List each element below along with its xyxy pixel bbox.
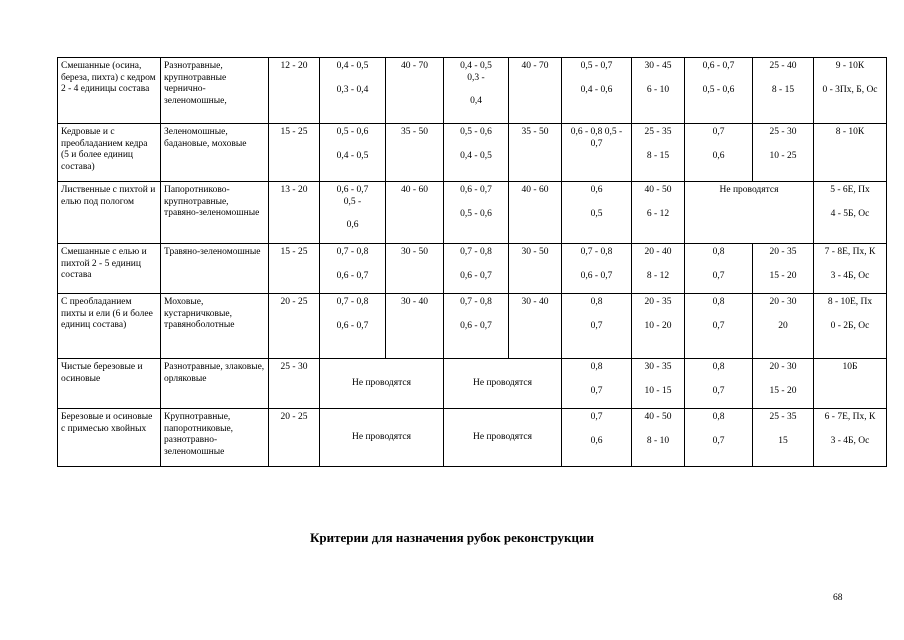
value-cell-6 bbox=[632, 58, 685, 124]
site-type-cell: Разнотравные, крупнотравные чернично-зеленомошные, bbox=[161, 58, 269, 124]
composition-cell bbox=[814, 294, 887, 359]
density-cell-3 bbox=[444, 58, 509, 124]
density-cell-5-bottom: 0,6 - 0,7 bbox=[580, 270, 613, 281]
density-cell-1 bbox=[320, 294, 386, 359]
value-cell-8-bottom: 8 - 15 bbox=[771, 84, 795, 95]
value-cell-2: 30 - 50 bbox=[386, 244, 444, 294]
value-cell-6 bbox=[632, 244, 685, 294]
density-cell-5 bbox=[562, 182, 632, 244]
value-cell-8-bottom: 15 bbox=[778, 435, 788, 446]
value-cell-6 bbox=[632, 409, 685, 467]
site-type-cell: Разнотравные, злаковые, орляковые bbox=[161, 359, 269, 409]
age-cell: 13 - 20 bbox=[269, 182, 320, 244]
density-cell-7 bbox=[685, 124, 753, 182]
age-cell: 25 - 30 bbox=[269, 359, 320, 409]
composition-cell bbox=[814, 124, 887, 182]
density-cell-5-top: 0,8 bbox=[590, 297, 603, 307]
density-cell-7 bbox=[685, 409, 753, 467]
density-cell-3-top: 0,7 - 0,8 bbox=[460, 247, 492, 257]
site-type-cell: Крупнотравные, папоротниковые, разнотравно-зеленомошные bbox=[161, 409, 269, 467]
density-cell-7-bottom: 0,5 - 0,6 bbox=[702, 84, 735, 95]
density-cell-1 bbox=[320, 182, 386, 244]
value-cell-6-bottom: 8 - 10 bbox=[646, 435, 670, 446]
density-cell-5-top: 0,7 bbox=[590, 412, 603, 422]
density-cell-1-bottom: 0,6 bbox=[346, 220, 359, 230]
density-cell-7-top: 0,7 bbox=[712, 127, 725, 137]
density-cell-1 bbox=[320, 244, 386, 294]
density-cell-7-top: 0,6 - 0,7 bbox=[702, 61, 735, 71]
value-cell-6 bbox=[632, 124, 685, 182]
density-cell-5-bottom: 0,6 bbox=[590, 435, 603, 446]
density-cell-7-top: 0,8 bbox=[712, 297, 725, 307]
density-cell-3 bbox=[444, 294, 509, 359]
table-row bbox=[58, 244, 887, 294]
density-cell-1-bottom: 0,6 - 0,7 bbox=[336, 320, 369, 331]
density-cell-5-bottom: 0,7 bbox=[590, 320, 603, 331]
density-cell-3-bottom: 0,6 - 0,7 bbox=[460, 320, 492, 331]
density-cell-1-top: 0,7 - 0,8 bbox=[336, 297, 369, 307]
value-cell-8-bottom: 20 bbox=[778, 320, 788, 331]
density-cell-1-top: 0,6 - 0,7 0,5 - bbox=[336, 185, 369, 207]
density-cell-5 bbox=[562, 359, 632, 409]
density-cell-7-bottom: 0,7 bbox=[712, 385, 725, 396]
density-cell-5-bottom: 0,5 bbox=[590, 208, 603, 219]
forest-type-cell: Кедровые и с преобладанием кедра (5 и более единиц состава) bbox=[58, 124, 161, 182]
forest-type-cell: Чистые березовые и осиновые bbox=[58, 359, 161, 409]
composition-cell bbox=[814, 244, 887, 294]
density-cell-7-bottom: 0,6 bbox=[712, 150, 725, 161]
not-performed-cell: Не проводятся bbox=[444, 409, 562, 467]
value-cell-8-top: 20 - 30 bbox=[769, 297, 797, 307]
section-title: Критерии для назначения рубок реконструкции bbox=[309, 530, 595, 545]
density-cell-1 bbox=[320, 124, 386, 182]
density-cell-5-bottom: 0,4 - 0,6 bbox=[580, 84, 613, 95]
value-cell-2: 40 - 70 bbox=[386, 58, 444, 124]
composition-cell-top: 8 - 10К bbox=[835, 127, 865, 137]
density-cell-7-top: 0,8 bbox=[712, 247, 725, 257]
density-cell-5 bbox=[562, 244, 632, 294]
site-type-cell: Моховые, кустарничковые, травяноболотные bbox=[161, 294, 269, 359]
composition-cell-top: 8 - 10Е, Пх bbox=[827, 297, 873, 307]
age-cell: 12 - 20 bbox=[269, 58, 320, 124]
age-cell: 15 - 25 bbox=[269, 124, 320, 182]
composition-cell-bottom: 0 - 2Б, Ос bbox=[830, 320, 870, 331]
site-type-cell: Папоротниково-крупнотравные, травяно-зеленомошные bbox=[161, 182, 269, 244]
value-cell-8 bbox=[753, 294, 814, 359]
value-cell-6-top: 40 - 50 bbox=[644, 412, 672, 422]
table-row bbox=[58, 124, 887, 182]
value-cell-8-bottom: 10 - 25 bbox=[769, 150, 797, 161]
value-cell-8-top: 25 - 30 bbox=[769, 127, 797, 137]
composition-cell bbox=[814, 182, 887, 244]
composition-cell-bottom: 0 - 3Пх, Б, Ос bbox=[822, 84, 878, 95]
density-cell-7 bbox=[685, 244, 753, 294]
density-cell-5-top: 0,8 bbox=[590, 362, 603, 372]
value-cell-6-bottom: 10 - 20 bbox=[644, 320, 672, 331]
site-type-cell: Зеленомошные, бадановые, моховые bbox=[161, 124, 269, 182]
table-row bbox=[58, 359, 887, 409]
age-cell: 20 - 25 bbox=[269, 294, 320, 359]
page-number: 68 bbox=[833, 593, 843, 603]
density-cell-5-top: 0,6 bbox=[590, 185, 603, 195]
density-cell-5 bbox=[562, 409, 632, 467]
density-cell-1-top: 0,7 - 0,8 bbox=[336, 247, 369, 257]
value-cell-4: 35 - 50 bbox=[509, 124, 562, 182]
density-cell-3-bottom: 0,4 bbox=[470, 96, 482, 106]
density-cell-7 bbox=[685, 294, 753, 359]
value-cell-6-bottom: 6 - 12 bbox=[646, 208, 670, 219]
composition-cell-top: 6 - 7Е, Пх, К bbox=[824, 412, 876, 422]
density-cell-3 bbox=[444, 244, 509, 294]
table-row bbox=[58, 182, 887, 244]
value-cell-6-bottom: 6 - 10 bbox=[646, 84, 670, 95]
density-cell-3-bottom: 0,6 - 0,7 bbox=[460, 270, 492, 281]
density-cell-1-bottom: 0,4 - 0,5 bbox=[336, 150, 369, 161]
value-cell-6 bbox=[632, 359, 685, 409]
not-performed-cell: Не проводятся bbox=[320, 359, 444, 409]
value-cell-6-top: 30 - 35 bbox=[644, 362, 672, 372]
density-cell-5 bbox=[562, 294, 632, 359]
composition-cell-bottom: 4 - 5Б, Ос bbox=[830, 208, 870, 219]
value-cell-8 bbox=[753, 359, 814, 409]
density-cell-5-top: 0,7 - 0,8 bbox=[580, 247, 613, 257]
value-cell-8-top: 25 - 40 bbox=[769, 61, 797, 71]
not-performed-cell: Не проводятся bbox=[685, 182, 814, 244]
density-cell-7-bottom: 0,7 bbox=[712, 320, 725, 331]
density-cell-1-bottom: 0,6 - 0,7 bbox=[336, 270, 369, 281]
density-cell-3-top: 0,4 - 0,5 0,3 - bbox=[460, 61, 492, 83]
composition-cell bbox=[814, 359, 887, 409]
forest-type-cell: Смешанные с елью и пихтой 2 - 5 единиц состава bbox=[58, 244, 161, 294]
forest-type-cell: С преобладанием пихты и ели (6 и более единиц состава) bbox=[58, 294, 161, 359]
value-cell-4: 30 - 50 bbox=[509, 244, 562, 294]
value-cell-6 bbox=[632, 182, 685, 244]
table-row bbox=[58, 58, 887, 124]
value-cell-2: 35 - 50 bbox=[386, 124, 444, 182]
not-performed-cell: Не проводятся bbox=[444, 359, 562, 409]
not-performed-cell: Не проводятся bbox=[320, 409, 444, 467]
value-cell-6-top: 40 - 50 bbox=[644, 185, 672, 195]
value-cell-8 bbox=[753, 244, 814, 294]
density-cell-1-top: 0,4 - 0,5 bbox=[336, 61, 369, 71]
composition-cell-top: 9 - 10К bbox=[835, 61, 865, 71]
density-cell-5 bbox=[562, 124, 632, 182]
forest-type-cell: Лиственные с пихтой и елью под пологом bbox=[58, 182, 161, 244]
composition-cell bbox=[814, 409, 887, 467]
density-cell-3-bottom: 0,4 - 0,5 bbox=[460, 150, 492, 161]
forest-type-cell: Смешанные (осина, береза, пихта) с кедром 2 - 4 единицы состава bbox=[58, 58, 161, 124]
value-cell-8-bottom: 15 - 20 bbox=[769, 385, 797, 396]
composition-cell-bottom: 3 - 4Б, Ос bbox=[830, 270, 870, 281]
value-cell-2: 40 - 60 bbox=[386, 182, 444, 244]
value-cell-6-top: 25 - 35 bbox=[644, 127, 672, 137]
value-cell-6 bbox=[632, 294, 685, 359]
density-cell-5-bottom: 0,7 bbox=[590, 385, 603, 396]
density-cell-7-bottom: 0,7 bbox=[712, 435, 725, 446]
table-body bbox=[58, 58, 887, 467]
composition-cell bbox=[814, 58, 887, 124]
density-cell-1-bottom: 0,3 - 0,4 bbox=[336, 84, 369, 95]
density-cell-3-bottom: 0,5 - 0,6 bbox=[460, 208, 492, 219]
density-cell-7-top: 0,8 bbox=[712, 362, 725, 372]
table-row bbox=[58, 409, 887, 467]
value-cell-6-bottom: 8 - 12 bbox=[646, 270, 670, 281]
value-cell-2: 30 - 40 bbox=[386, 294, 444, 359]
value-cell-4: 40 - 60 bbox=[509, 182, 562, 244]
value-cell-6-top: 20 - 35 bbox=[644, 297, 672, 307]
value-cell-8-top: 20 - 30 bbox=[769, 362, 797, 372]
density-cell-3-top: 0,5 - 0,6 bbox=[460, 127, 492, 137]
age-cell: 20 - 25 bbox=[269, 409, 320, 467]
site-type-cell: Травяно-зеленомошные bbox=[161, 244, 269, 294]
composition-cell-top: 5 - 6Е, Пх bbox=[830, 185, 870, 195]
density-cell-7 bbox=[685, 359, 753, 409]
value-cell-6-top: 30 - 45 bbox=[644, 61, 672, 71]
value-cell-8 bbox=[753, 409, 814, 467]
density-cell-3 bbox=[444, 182, 509, 244]
age-cell: 15 - 25 bbox=[269, 244, 320, 294]
density-cell-7-bottom: 0,7 bbox=[712, 270, 725, 281]
density-cell-7-top: 0,8 bbox=[712, 412, 725, 422]
value-cell-8-top: 20 - 35 bbox=[769, 247, 797, 257]
density-cell-1 bbox=[320, 58, 386, 124]
density-cell-1-top: 0,5 - 0,6 bbox=[336, 127, 369, 137]
value-cell-8-top: 25 - 35 bbox=[769, 412, 797, 422]
density-cell-5-top: 0,5 - 0,7 bbox=[580, 61, 613, 71]
density-cell-3 bbox=[444, 124, 509, 182]
density-cell-3-top: 0,7 - 0,8 bbox=[460, 297, 492, 307]
density-cell-5-top: 0,6 - 0,8 0,5 - 0,7 bbox=[570, 127, 623, 149]
value-cell-8-bottom: 15 - 20 bbox=[769, 270, 797, 281]
value-cell-6-bottom: 8 - 15 bbox=[646, 150, 670, 161]
density-cell-5 bbox=[562, 58, 632, 124]
value-cell-6-bottom: 10 - 15 bbox=[644, 385, 672, 396]
composition-cell-top: 7 - 8Е, Пх, К bbox=[824, 247, 876, 257]
composition-cell-top: 10Б bbox=[842, 362, 858, 372]
forest-type-cell: Березовые и осиновые с примесью хвойных bbox=[58, 409, 161, 467]
density-cell-3-top: 0,6 - 0,7 bbox=[460, 185, 492, 195]
value-cell-6-top: 20 - 40 bbox=[644, 247, 672, 257]
value-cell-4: 30 - 40 bbox=[509, 294, 562, 359]
value-cell-8 bbox=[753, 58, 814, 124]
value-cell-8 bbox=[753, 124, 814, 182]
table-row bbox=[58, 294, 887, 359]
composition-cell-bottom: 3 - 4Б, Ос bbox=[830, 435, 870, 446]
value-cell-4: 40 - 70 bbox=[509, 58, 562, 124]
density-cell-7 bbox=[685, 58, 753, 124]
criteria-table bbox=[57, 57, 887, 467]
